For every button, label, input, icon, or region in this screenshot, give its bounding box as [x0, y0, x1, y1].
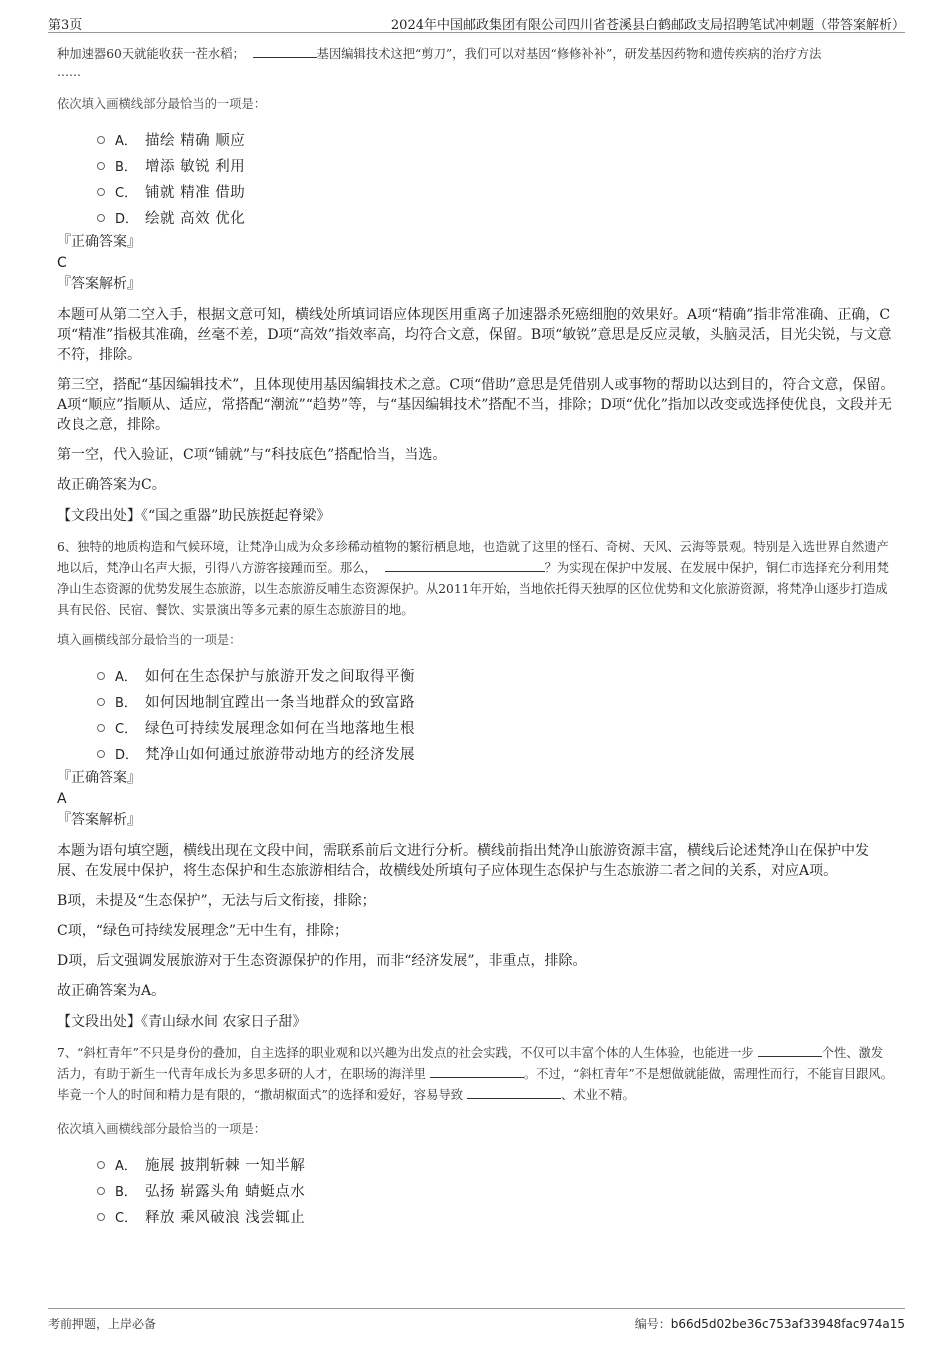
question-5-options	[57, 127, 895, 231]
radio-button[interactable]	[97, 724, 105, 732]
option-d[interactable]: D． 梵净山如何通过旅游带动地方的经济发展	[57, 741, 895, 767]
source-citation: 【文段出处】《青山绿水间 农家日子甜》	[57, 1014, 307, 1030]
blank-line	[253, 45, 317, 58]
analysis-label: 『答案解析』	[57, 812, 141, 828]
analysis-paragraph: 故正确答案为C。	[57, 477, 166, 493]
radio-button[interactable]	[97, 1213, 105, 1221]
option-a[interactable]: A． 描绘 精确 顺应	[57, 127, 895, 153]
question-5-prompt: 依次填入画横线部分最恰当的一项是：	[57, 97, 267, 111]
option-c[interactable]: C． 铺就 精准 借助	[57, 179, 895, 205]
radio-button[interactable]	[97, 136, 105, 144]
question-7-text: 7、“斜杠青年”不只是身份的叠加，自主选择的职业观和以兴趣为出发点的社会实践，不仅可以丰富个体的人生体验，也能进一步 个性、激发活力，有助于新生一代青年成长为多思多研的人才，在职场的海洋里 。不过，“斜杠青年”不是想做就能做，需理性而行，不能盲目跟风。毕竟一个人的时间和精力是有限的，“撒胡椒面式”的选择和爱好，容易导致 、术业不精。	[57, 1046, 894, 1102]
answer-label: 『正确答案』	[57, 770, 141, 786]
answer-value: C	[57, 255, 67, 271]
page-number: 第3页	[48, 18, 83, 33]
analysis-paragraph: 本题为语句填空题，横线出现在文段中间，需联系前后文进行分析。横线前指出梵净山旅游资源丰富，横线后论述梵净山在保护中发展、在发展中保护，将生态保护和生态旅游相结合，故横线处所填句子应体现生态保护与生态旅游二者之间的关系，对应A项。	[57, 843, 869, 879]
question-5-text: 种加速器60天就能收获一茬水稻； 基因编辑技术这把“剪刀”，我们可以对基因“修修补补”，研发基因药物和遗传疾病的治疗方法	[57, 47, 822, 61]
radio-button[interactable]	[97, 672, 105, 680]
question-6-text: 6、独特的地质构造和气候环境，让梵净山成为众多珍稀动植物的繁衍栖息地，也造就了这里的怪石、奇树、天风、云海等景观。特别是入选世界自然遗产地以后，梵净山名声大振，引得八方游客接踵而至。那么， ？为实现在保护中发展、在发展中保护，铜仁市选择充分利用梵净山生态资源的优势发展生态旅游，以生态旅游反哺生态资源保护。从2011年开始，当地依托得天独厚的区位优势和文化旅游资源，将梵净山逐步打造成具有民俗、民宿、餐饮、实景演出等多元素的原生态旅游目的地。	[57, 540, 889, 617]
analysis-paragraph: 本题可从第二空入手，根据文意可知，横线处所填词语应体现医用重离子加速器杀死癌细胞的效果好。A项“精确”指非常准确、正确，C项“精准”指极其准确，丝毫不差，D项“高效”指效率高，均符合文意，保留。B项“敏锐”意思是反应灵敏，头脑灵活，目光尖锐，与文意不符，排除。	[57, 307, 892, 363]
option-a[interactable]: A． 如何在生态保护与旅游开发之间取得平衡	[57, 663, 895, 689]
question-6-options	[57, 663, 895, 767]
option-d[interactable]: D． 绘就 高效 优化	[57, 205, 895, 231]
option-c[interactable]: C． 释放 乘风破浪 浅尝辄止	[57, 1204, 895, 1230]
question-6-prompt: 填入画横线部分最恰当的一项是：	[57, 633, 242, 647]
analysis-paragraph: B项，未提及“生态保护”，无法与后文衔接，排除；	[57, 893, 376, 909]
blank-line	[467, 1086, 561, 1099]
radio-button[interactable]	[97, 162, 105, 170]
blank-line	[430, 1065, 524, 1078]
analysis-paragraph: 故正确答案为A。	[57, 983, 166, 999]
analysis-paragraph: 第三空，搭配“基因编辑技术”，且体现使用基因编辑技术之意。C项“借助”意思是凭借别人或事物的帮助以达到目的，符合文意，保留。A项“顺应”指顺从、适应，常搭配“潮流”“趋势”等，与“基因编辑技术”搭配不当，排除；D项“优化”指加以改变或选择使优良，文段并无改良之意，排除。	[57, 377, 895, 433]
answer-value: A	[57, 791, 67, 807]
option-b[interactable]: B． 如何因地制宜蹚出一条当地群众的致富路	[57, 689, 895, 715]
option-b[interactable]: B． 增添 敏锐 利用	[57, 153, 895, 179]
page-footer	[48, 1308, 905, 1337]
radio-button[interactable]	[97, 698, 105, 706]
answer-label: 『正确答案』	[57, 234, 141, 250]
ellipsis: ……	[57, 65, 81, 79]
document-title: 2024年中国邮政集团有限公司四川省苍溪县白鹤邮政支局招聘笔试冲刺题（带答案解析）	[390, 18, 905, 33]
radio-button[interactable]	[97, 188, 105, 196]
analysis-paragraph: 第一空，代入验证，C项“铺就”与“科技底色”搭配恰当，当选。	[57, 447, 447, 463]
blank-line	[385, 559, 545, 572]
analysis-paragraph: C项，“绿色可持续发展理念”无中生有，排除；	[57, 923, 349, 939]
question-7-prompt: 依次填入画横线部分最恰当的一项是：	[57, 1122, 267, 1136]
radio-button[interactable]	[97, 750, 105, 758]
page-header	[48, 10, 905, 33]
main-content	[57, 44, 895, 1230]
source-citation: 【文段出处】《“国之重器”助民族挺起脊梁》	[57, 508, 331, 524]
radio-button[interactable]	[97, 1187, 105, 1195]
option-a[interactable]: A． 施展 披荆斩棘 一知半解	[57, 1152, 895, 1178]
option-b[interactable]: B． 弘扬 崭露头角 蜻蜓点水	[57, 1178, 895, 1204]
document-code: 编号：b66d5d02be36c753af33948fac974a15	[634, 1317, 905, 1331]
radio-button[interactable]	[97, 214, 105, 222]
footer-slogan: 考前押题，上岸必备	[48, 1317, 157, 1331]
analysis-label: 『答案解析』	[57, 276, 141, 292]
blank-line	[758, 1044, 822, 1057]
analysis-paragraph: D项，后文强调发展旅游对于生态资源保护的作用，而非“经济发展”，非重点，排除。	[57, 953, 587, 969]
option-c[interactable]: C． 绿色可持续发展理念如何在当地落地生根	[57, 715, 895, 741]
question-7-options	[57, 1152, 895, 1230]
radio-button[interactable]	[97, 1161, 105, 1169]
